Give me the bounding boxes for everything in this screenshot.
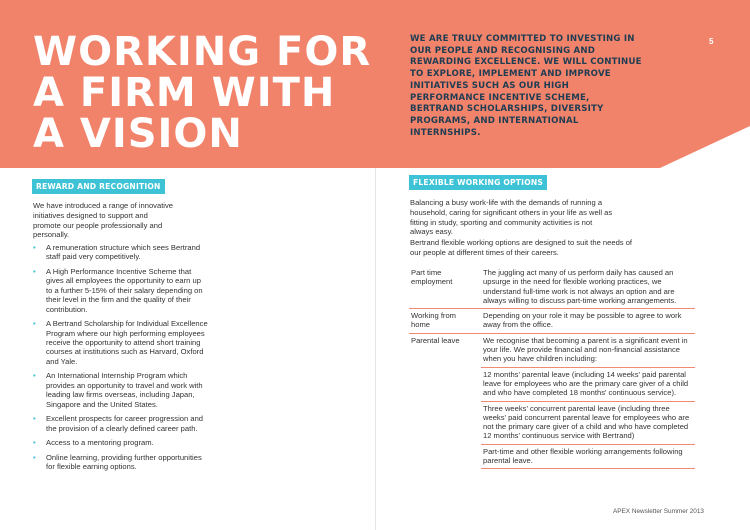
bullet-icon: •: [33, 319, 36, 329]
bullet-icon: •: [33, 267, 36, 276]
list-item: • A Bertrand Scholarship for Individual Excellence Program where our high performing employees receive the opportunity to attend short training courses at institutions such as Harvard, Oxford and Yale.: [33, 319, 208, 366]
option-text: Three weeks' concurrent parental leave (including three weeks' paid concurrent parental leave for employees who are not the primary care giver of a child and who have completed 12 months' continuous service with Bertrand): [481, 401, 695, 444]
flexible-working-heading: FLEXIBLE WORKING OPTIONS: [410, 176, 546, 189]
bullet-icon: •: [33, 414, 36, 424]
option-label: Part time employment: [409, 266, 481, 309]
option-label: [409, 444, 481, 469]
reward-intro: We have introduced a range of innovative initiatives designed to support and promote our people professionally and personally.: [33, 201, 174, 240]
table-row: [409, 333, 695, 367]
reward-recognition-heading: REWARD AND RECOGNITION: [33, 180, 164, 193]
footer-text: APEX Newsletter Summer 2013: [613, 508, 704, 515]
table-row: [409, 401, 695, 444]
option-text: The juggling act many of us perform daily has caused an upsurge in the need for flexible working practices, we understand full-time work is not always an option and are always willing to discuss part-time working arrangements.: [481, 266, 695, 309]
title-line: A FIRM WITH: [33, 70, 336, 116]
reward-bullet-list: [33, 243, 208, 477]
flexible-intro-1: Balancing a busy work-life with the demands of running a household, caring for significant others in your life as well as fitting in study, sporting and community activities is not always easy.: [410, 198, 613, 237]
option-label: [409, 367, 481, 401]
bullet-icon: •: [33, 371, 36, 381]
option-label: Working from home: [409, 309, 481, 334]
bullet-icon: •: [33, 438, 36, 448]
list-item: • A High Performance Incentive Scheme that gives all employees the opportunity to earn up to a further 5-15% of their salary depending on their level in the firm and the quality of their contribution.: [33, 267, 203, 314]
option-text: 12 months' parental leave (including 14 weeks' paid parental leave for employees who are the primary care giver of a child and who have completed 18 months' continuous service).: [481, 367, 695, 401]
column-divider: [375, 168, 376, 530]
table-row: [409, 444, 695, 469]
page-number: 5: [709, 37, 714, 46]
list-item: • Excellent prospects for career progression and the provision of a clearly defined career path.: [33, 414, 204, 433]
table-row: [409, 309, 695, 334]
bullet-icon: •: [33, 243, 36, 252]
list-item: • A remuneration structure which sees Bertrand staff paid very competitively.: [33, 243, 201, 262]
title-line: WORKING FOR: [33, 29, 372, 75]
option-text: We recognise that becoming a parent is a significant event in your life. We provide financial and non-financial assistance when you have children including:: [481, 333, 695, 367]
title-line: A VISION: [33, 111, 243, 157]
table-row: [409, 266, 695, 309]
table-row: [409, 367, 695, 401]
option-label: Parental leave: [411, 335, 460, 345]
list-item: • Access to a mentoring program.: [33, 438, 154, 448]
list-item: • Online learning, providing further opportunities for flexible earning options.: [33, 452, 202, 472]
list-item: • An International Internship Program which provides an opportunity to travel and work with leading law firms overseas, including Japan, Singapore and the United States.: [33, 371, 203, 409]
page-title: [33, 29, 372, 157]
option-text: Part-time and other flexible working arrangements following parental leave.: [481, 444, 695, 469]
option-label: [409, 401, 481, 444]
flexible-options-table: [409, 266, 695, 469]
bullet-icon: •: [33, 452, 36, 462]
flexible-intro-2: Bertrand flexible working options are designed to suit the needs of our people at different times of their careers.: [410, 238, 633, 257]
option-text: Depending on your role it may be possible to agree to work away from the office.: [481, 309, 695, 334]
pull-quote: WE ARE TRULY COMMITTED TO INVESTING IN OUR PEOPLE AND RECOGNISING AND REWARDING EXCELLENCE. WE WILL CONTINUE TO EXPLORE, IMPLEMENT AND IMPROVE INITIATIVES SUCH AS OUR HIGH PERFORMANCE INCENTIVE SCHEME, BERTRAND SCHOLARSHIPS, DIVERSITY PROGRAMS, AND INTERNATIONAL INTERNSHIPS.: [410, 34, 642, 138]
